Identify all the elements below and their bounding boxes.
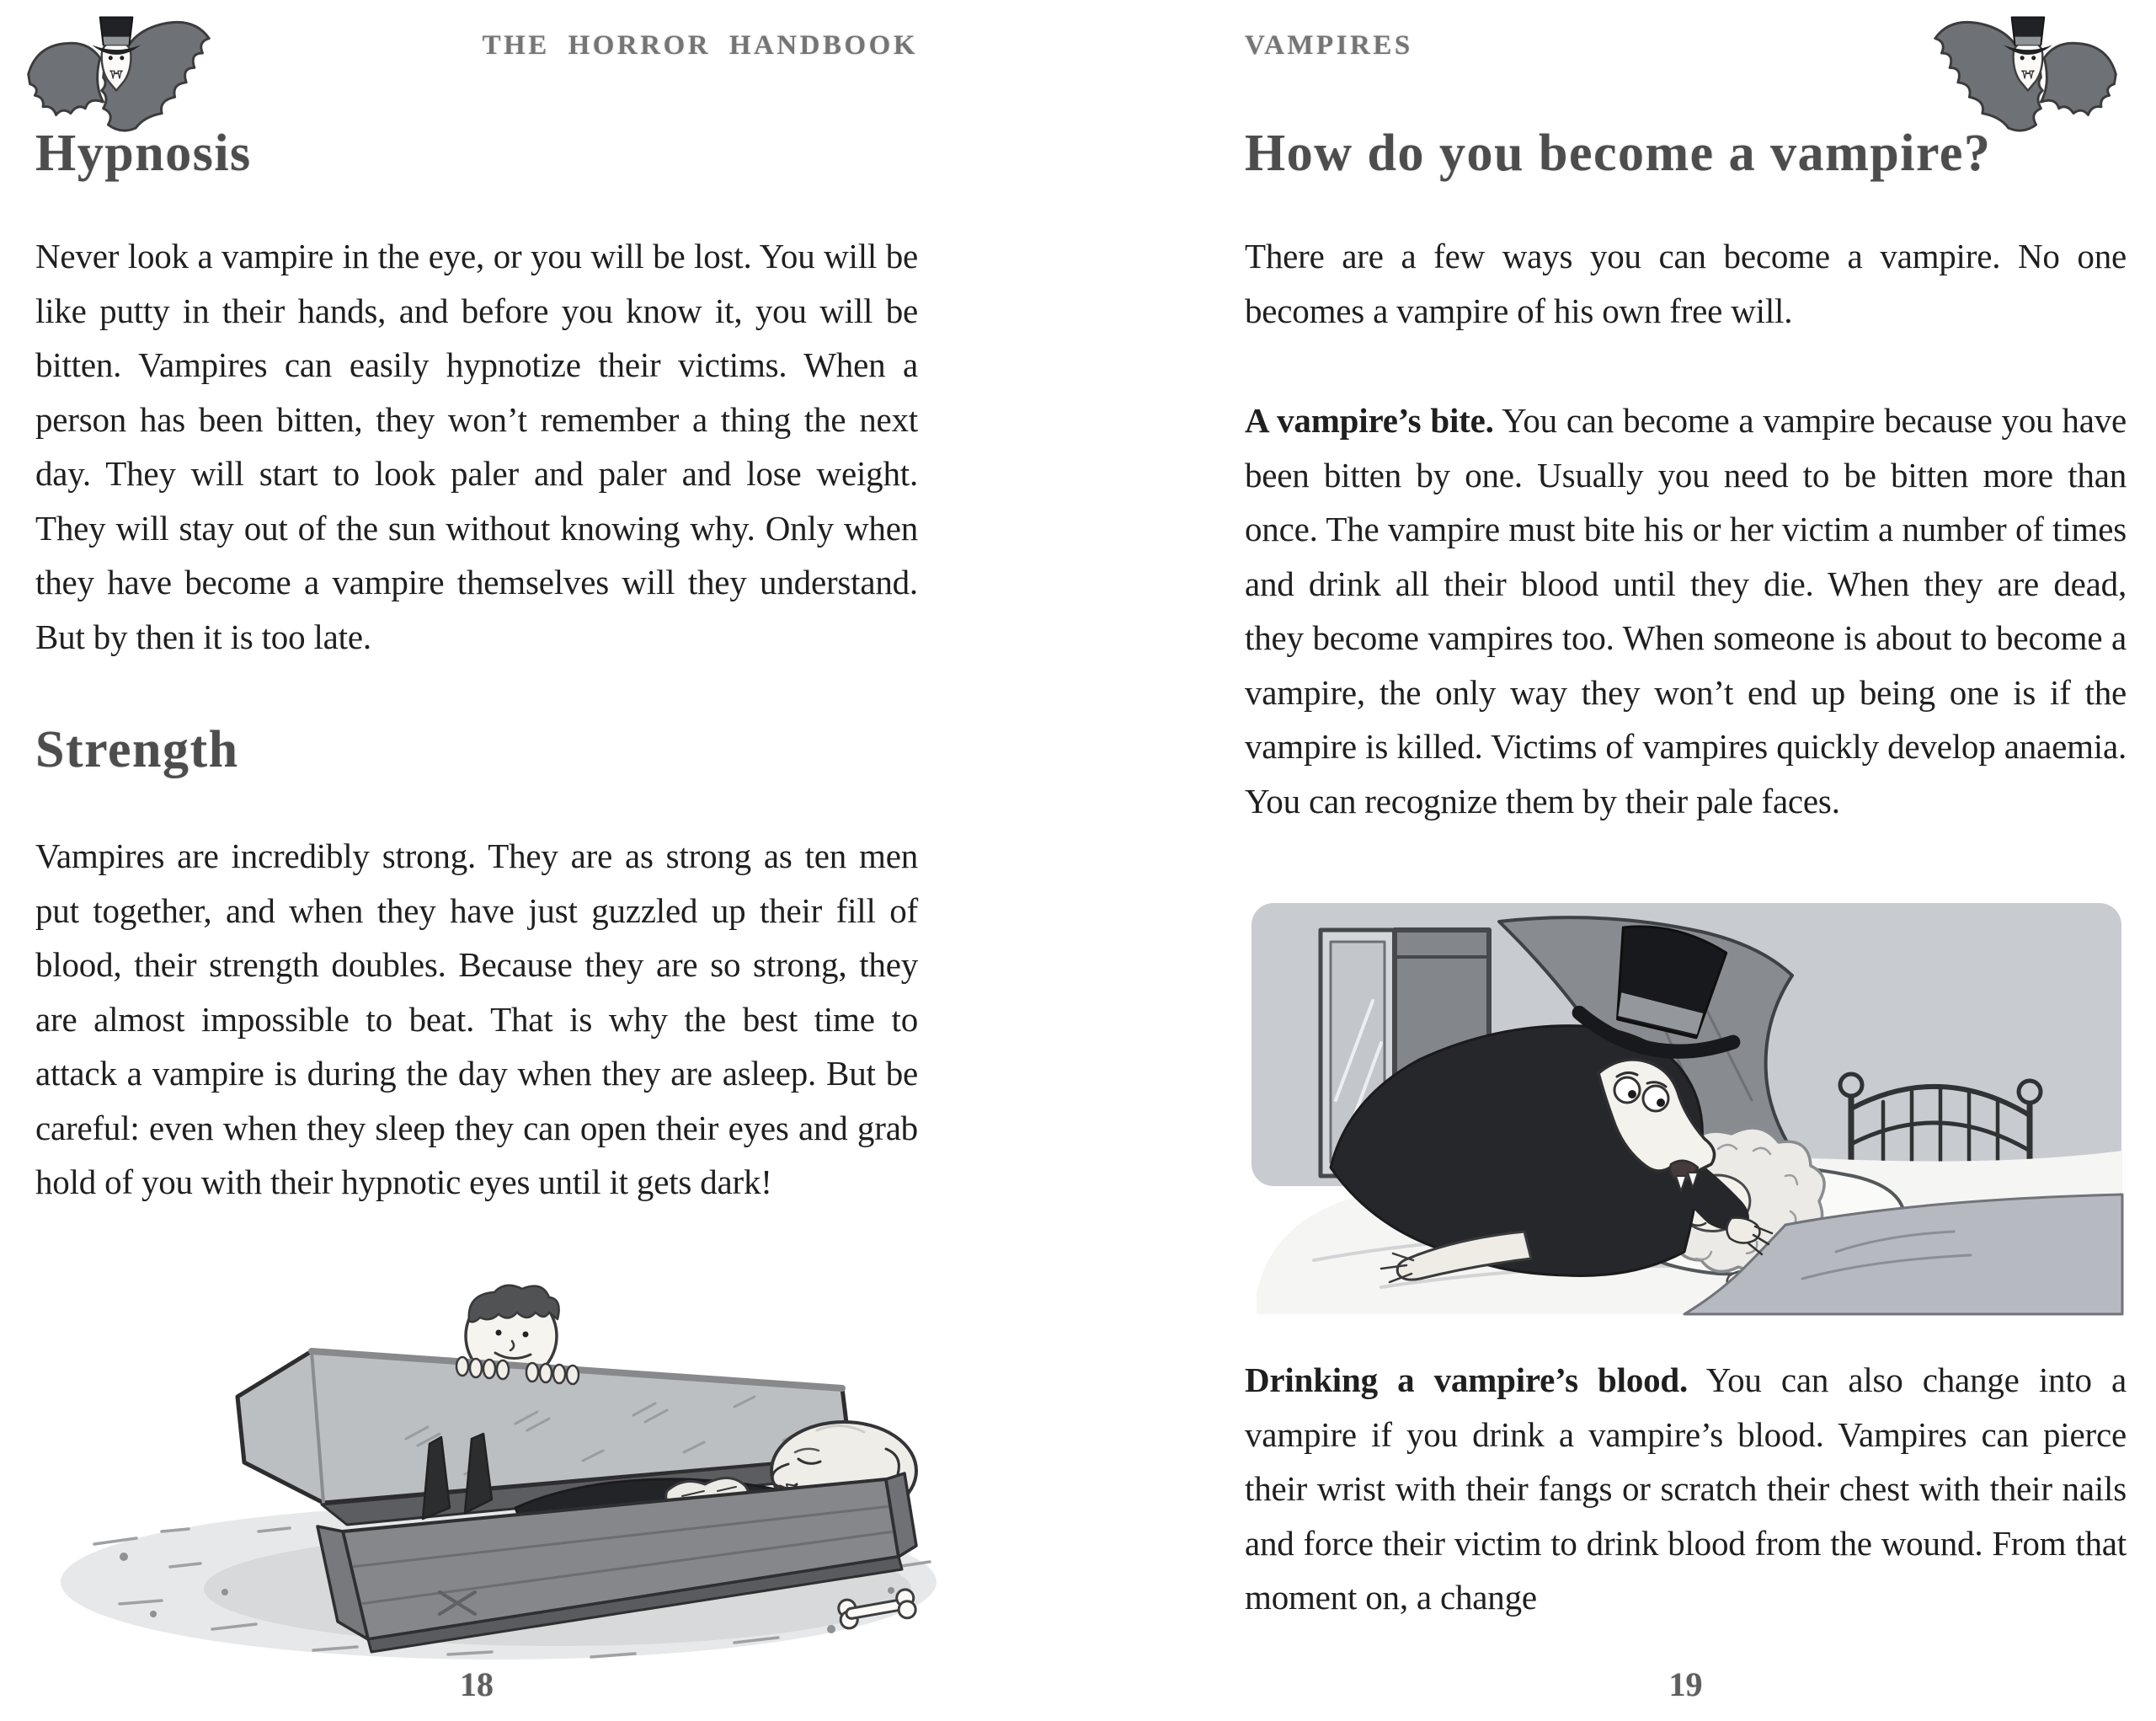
vampire-bite-illustration xyxy=(1246,898,2127,1317)
page-right xyxy=(1078,0,2156,1721)
paragraph-vampires-bite xyxy=(1245,393,2127,828)
section-heading-hypnosis: Hypnosis xyxy=(35,125,252,182)
coffin-illustration xyxy=(44,1279,945,1662)
paragraph-text: You can also change into a vampire if you drink a vampire’s blood. Vampires can pierce their wrist with their fangs or scratch their chest with their nails and force their victim to drink blood from the wound. From that moment on, a change xyxy=(1245,1360,2127,1617)
bold-lead-drinking-blood: Drinking a vampire’s blood. xyxy=(1245,1360,1689,1399)
section-heading-become-vampire: How do you become a vampire? xyxy=(1245,125,1992,182)
page-number: 19 xyxy=(1668,1665,1703,1703)
running-head: THE HORROR HANDBOOK xyxy=(482,30,918,61)
running-head: VAMPIRES xyxy=(1245,30,1413,61)
paragraph-strength: Vampires are incredibly strong. They are as strong as ten men put together, and when they have just guzzled up their fill of blood, their strength doubles. Because they are so strong, they are almost impossible to beat. That is why the best time to attack a vampire is during the day when they are asleep. But be careful: even when they sleep they can open their eyes and grab hold of you with their hypnotic eyes until it gets dark! xyxy=(35,836,918,1201)
bold-lead-vampires-bite: A vampire’s bite. xyxy=(1245,401,1494,440)
section-heading-strength: Strength xyxy=(35,721,239,778)
page-number: 18 xyxy=(460,1665,494,1703)
paragraph-drinking-blood xyxy=(1245,1353,2127,1625)
paragraph-text: You can become a vampire because you have been bitten by one. Usually you need to be bitten more than once. The vampire must bite his or her victim a number of times and drink all their blood until they die. When they are dead, they become vampires too. When someone is about to become a vampire, the only way they won’t end up being one is if the vampire is killed. Victims of vampires quickly develop anaemia. You can recognize them by their pale faces. xyxy=(1245,401,2127,820)
paragraph-intro: There are a few ways you can become a vampire. No one becomes a vampire of his own free will. xyxy=(1245,237,2127,330)
bat-figure xyxy=(1935,17,2116,131)
paragraph-hypnosis: Never look a vampire in the eye, or you will be lost. You will be like putty in their hands, and before you know it, you will be bitten. Vampires can easily hypnotize their victims. When a person has been bitten, they won’t remember a thing the next day. They will start to look paler and paler and lose weight. They will stay out of the sun without knowing why. Only when they have become a vampire themselves will they understand. But by then it is too late. xyxy=(35,237,918,656)
